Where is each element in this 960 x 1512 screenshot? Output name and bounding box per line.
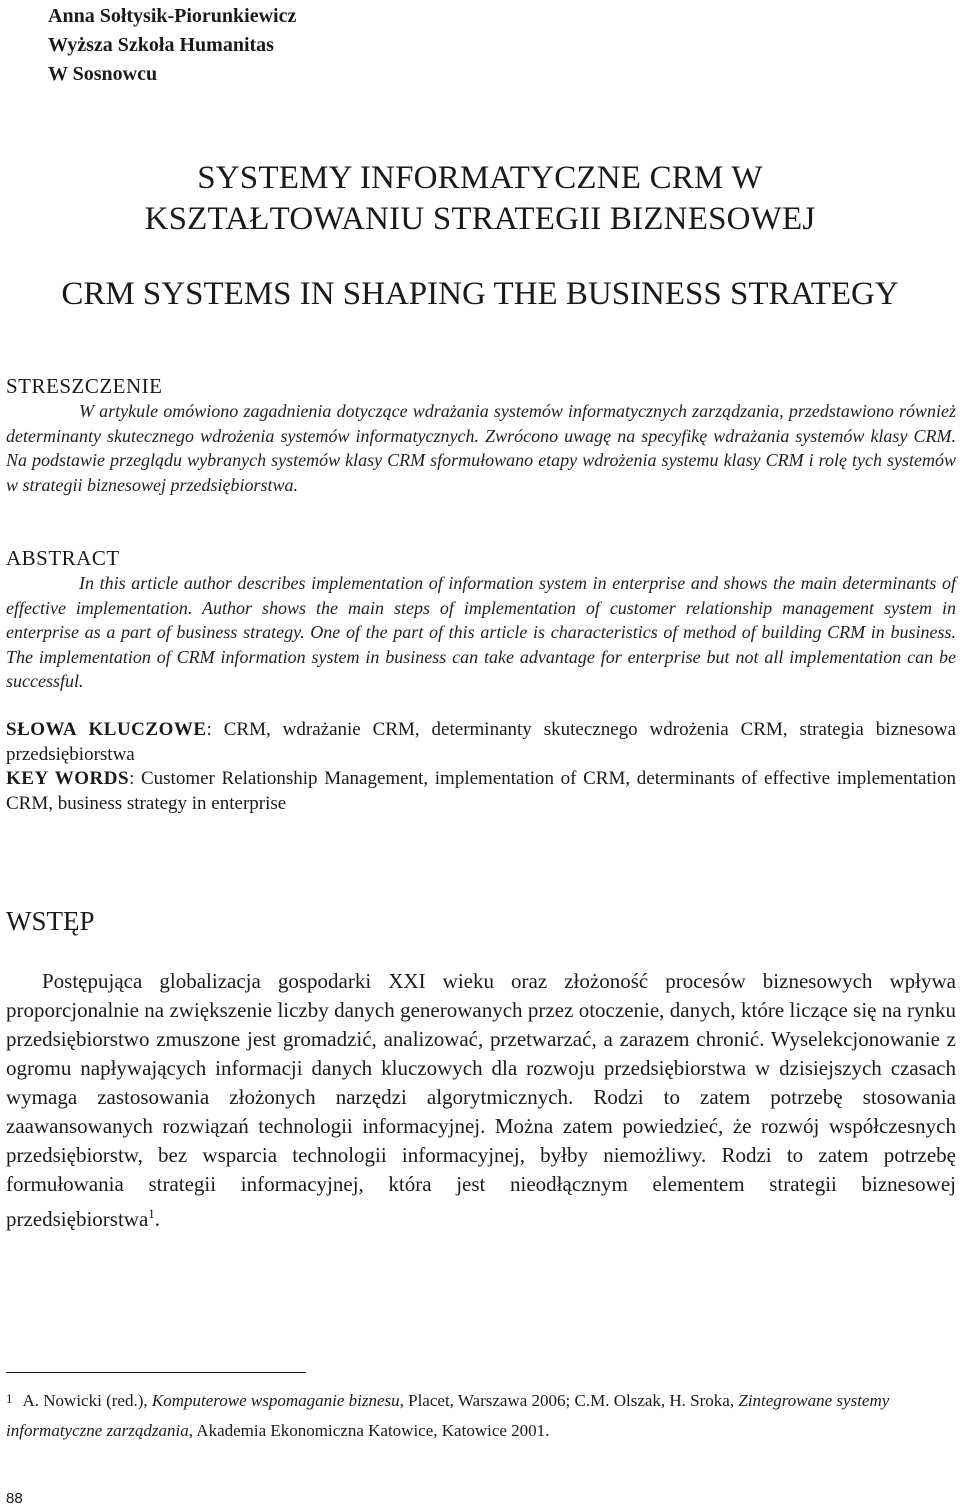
footnote-text-3: , Akademia Ekonomiczna Katowice, Katowice 2001. (188, 1421, 550, 1440)
footnote (6, 1386, 926, 1446)
title-polish-line1: SYSTEMY INFORMATYCZNE CRM W (197, 160, 763, 196)
abstract-text: In this article author describes implementation of information system in enterprise and shows the main determinants of effective implementation. Author shows the main steps of implementation of customer relationship management system in enterprise as a part of business strategy. One of the part of this article is characteristics of method of building CRM in business. The implementation of CRM information system in business can take advantage for enterprise but not all implementation can be successful. (6, 573, 956, 691)
footnote-reference: 1 (148, 1206, 155, 1221)
wstep-end-punctuation: . (154, 1207, 161, 1231)
title-polish-line2: KSZTAŁTOWANIU STRATEGII BIZNESOWEJ (144, 201, 816, 237)
keywords-english-label: KEY WORDS (6, 768, 130, 789)
wstep-body-text (6, 967, 956, 1234)
keywords-polish-label: SŁOWA KLUCZOWE (6, 719, 207, 740)
keywords-polish (6, 717, 956, 767)
title-english: CRM SYSTEMS IN SHAPING THE BUSINESS STRATEGY (61, 276, 899, 312)
author-block (48, 2, 296, 89)
footnote-text-2: , Placet, Warszawa 2006; C.M. Olszak, H. Sroka, (399, 1391, 739, 1410)
abstract-section (6, 545, 956, 694)
streszczenie-heading: STRESZCZENIE (6, 374, 163, 398)
author-affiliation: Wyższa Szkoła Humanitas (48, 34, 274, 56)
footnote-title-2: Zintegrowane systemy informatyczne zarządzania (6, 1391, 890, 1440)
streszczenie-section (6, 373, 956, 497)
keywords-english (6, 766, 956, 816)
wstep-paragraph: Postępująca globalizacja gospodarki XXI wieku oraz złożoność procesów biznesowych wpływa proporcjonalnie na zwiększenie liczby danych generowanych przez otoczenie, danych, które liczące się na rynku przedsiębiorstwo zmuszone jest gromadzić, analizować, przetwarzać, a zarazem chronić. Wyselekcjonowanie z ogromu napływających informacji danych kluczowych dla rozwoju przedsiębiorstwa w dzisiejszych czasach wymaga zastosowania złożonych narzędzi algorytmicznych. Rodzi to zatem potrzebę stosowania zaawansowanych rozwiązań technologii informacyjnej. Można zatem powiedzieć, że rozwój współczesnych przedsiębiorstw, bez wsparcia technologii informacyjnej, byłby niemożliwy. Rodzi to zatem potrzebę formułowania strategii informacyjnej, która jest nieodłącznym elementem strategii biznesowej przedsiębiorstwa (6, 969, 956, 1231)
footnote-mark: 1 (6, 1391, 13, 1406)
wstep-heading: WSTĘP (6, 906, 95, 936)
title-polish (0, 158, 960, 240)
footnote-divider (6, 1372, 306, 1373)
author-city: W Sosnowcu (48, 63, 158, 85)
footnote-title-1: Komputerowe wspomaganie biznesu (151, 1391, 400, 1410)
page-number: 88 (6, 1490, 23, 1507)
footnote-text-1: A. Nowicki (red.), (22, 1391, 152, 1410)
author-name: Anna Sołtysik-Piorunkiewicz (48, 5, 297, 27)
keywords-polish-text: : CRM, wdrażanie CRM, determinanty skutecznego wdrożenia CRM, strategia biznesowa przedsiębiorstwa (6, 719, 956, 765)
abstract-heading: ABSTRACT (6, 546, 120, 570)
keywords-english-text: : Customer Relationship Management, implementation of CRM, determinants of effective implementation CRM, business strategy in enterprise (6, 768, 956, 814)
streszczenie-text: W artykule omówiono zagadnienia dotyczące wdrażania systemów informatycznych zarządzania, przedstawiono również determinanty skutecznego wdrożenia systemów informatycznych. Zwrócono uwagę na specyfikę wdrażania systemów klasy CRM. Na podstawie przeglądu wybranych systemów klasy CRM sformułowano etapy wdrożenia systemu klasy CRM i rolę tych systemów w strategii biznesowej przedsiębiorstwa. (6, 401, 956, 495)
